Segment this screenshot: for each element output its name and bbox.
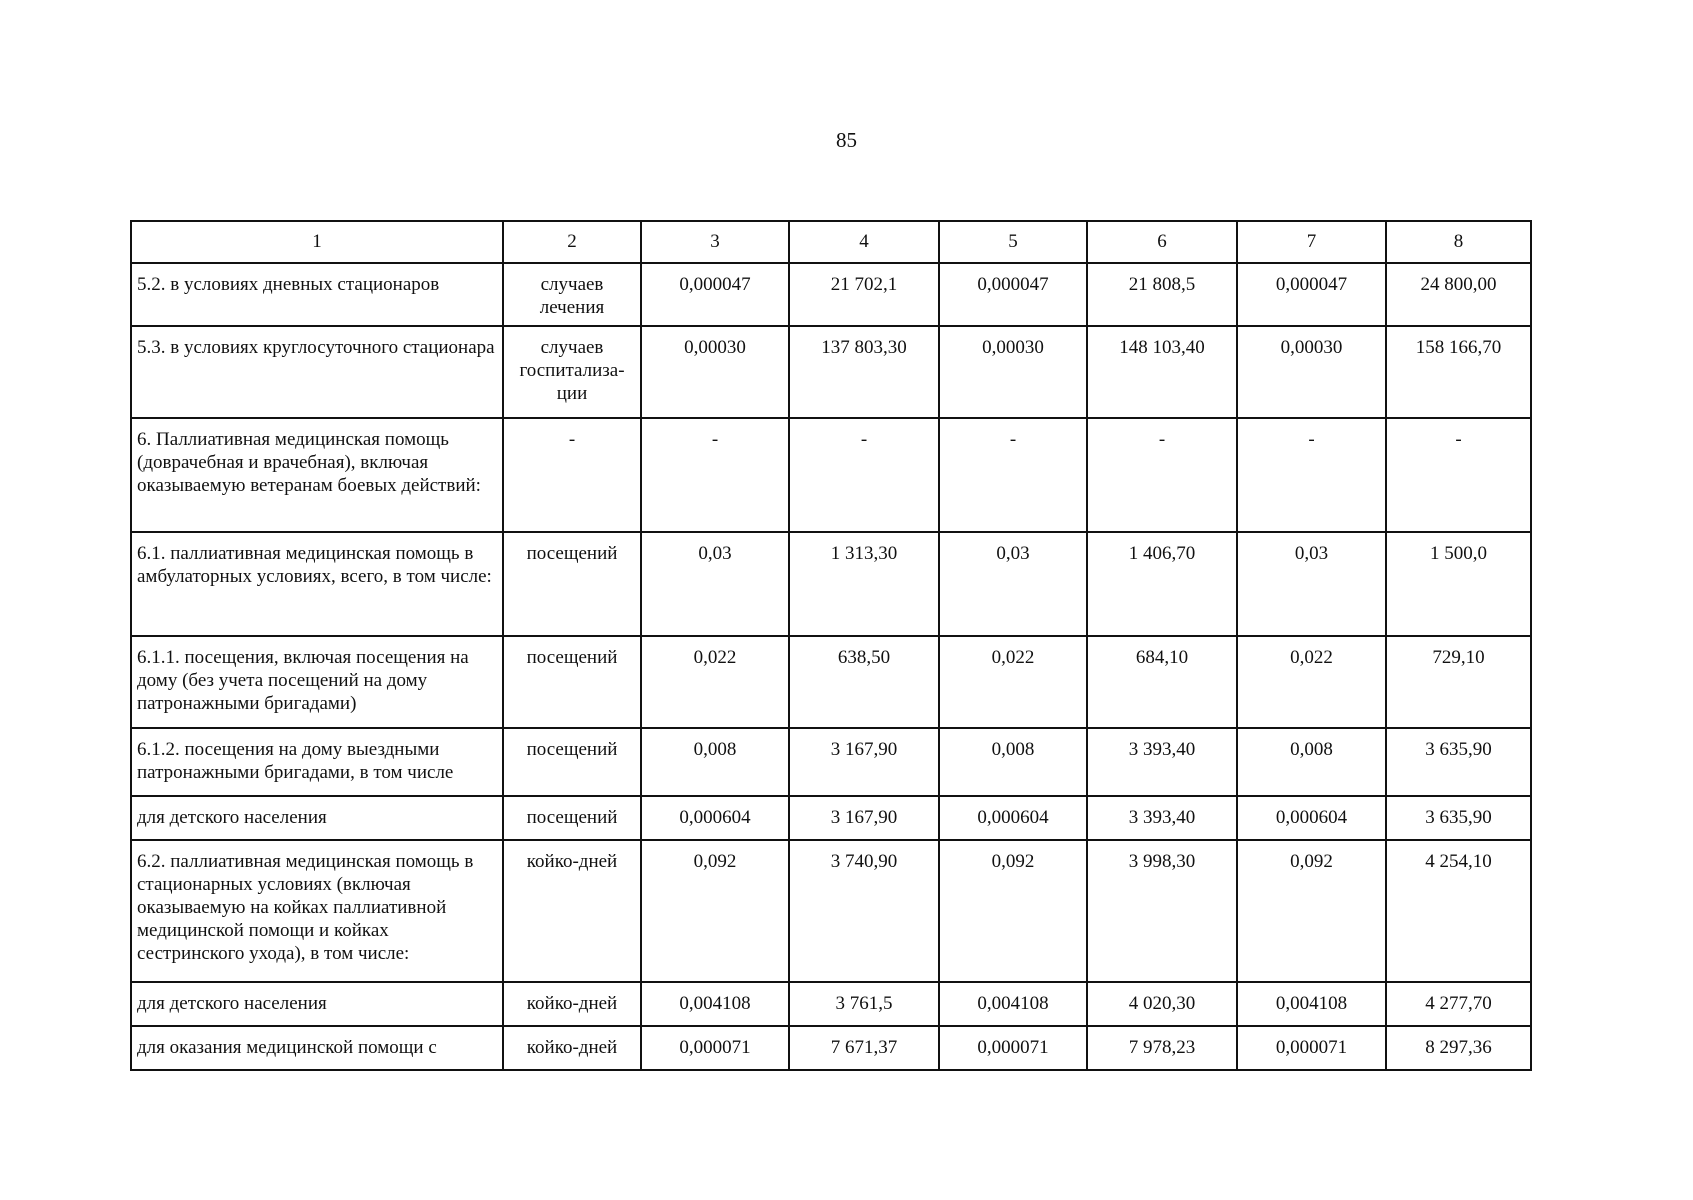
row-name-cell: 6.2. паллиативная медицинская помощь в стационарных условиях (включая оказываемую на койках паллиативной медицинской помощи и койках сестринского ухода), в том числе:: [131, 840, 503, 982]
value-cell: 8 297,36: [1386, 1026, 1531, 1070]
value-cell: 158 166,70: [1386, 326, 1531, 418]
value-cell: 0,008: [1237, 728, 1386, 796]
value-cell: -: [789, 418, 939, 532]
value-cell: 0,000047: [939, 263, 1087, 326]
row-name-cell: для детского населения: [131, 982, 503, 1026]
column-header: 2: [503, 221, 641, 263]
value-cell: 0,092: [641, 840, 789, 982]
table-row: [131, 326, 1531, 418]
value-cell: 3 998,30: [1087, 840, 1237, 982]
value-cell: 0,004108: [641, 982, 789, 1026]
value-cell: 0,000047: [641, 263, 789, 326]
value-cell: 0,000071: [939, 1026, 1087, 1070]
value-cell: 0,004108: [939, 982, 1087, 1026]
page-number: 85: [836, 128, 857, 152]
value-cell: 0,000071: [1237, 1026, 1386, 1070]
value-cell: 24 800,00: [1386, 263, 1531, 326]
value-cell: 0,000604: [1237, 796, 1386, 840]
unit-cell: посещений: [503, 532, 641, 636]
value-cell: 0,022: [1237, 636, 1386, 728]
unit-cell: посещений: [503, 636, 641, 728]
value-cell: 0,000604: [939, 796, 1087, 840]
header-row: [131, 221, 1531, 263]
column-header: 4: [789, 221, 939, 263]
value-cell: 148 103,40: [1087, 326, 1237, 418]
value-cell: -: [1386, 418, 1531, 532]
table-body: [131, 263, 1531, 1070]
tariff-table: [130, 220, 1532, 1071]
table-row: [131, 796, 1531, 840]
column-header: 6: [1087, 221, 1237, 263]
value-cell: 0,008: [939, 728, 1087, 796]
value-cell: 0,092: [1237, 840, 1386, 982]
row-name-cell: для оказания медицинской помощи с: [131, 1026, 503, 1070]
value-cell: 0,00030: [939, 326, 1087, 418]
unit-cell: случаев госпитализации: [503, 326, 641, 418]
value-cell: 21 702,1: [789, 263, 939, 326]
table-row: [131, 840, 1531, 982]
table-header: [131, 221, 1531, 263]
value-cell: 0,00030: [641, 326, 789, 418]
value-cell: 3 167,90: [789, 728, 939, 796]
row-name-cell: 5.2. в условиях дневных стационаров: [131, 263, 503, 326]
column-header: 8: [1386, 221, 1531, 263]
table-row: [131, 982, 1531, 1026]
unit-cell: койко-дней: [503, 1026, 641, 1070]
value-cell: 0,008: [641, 728, 789, 796]
value-cell: 0,004108: [1237, 982, 1386, 1026]
row-name-cell: 5.3. в условиях круглосуточного стационара: [131, 326, 503, 418]
value-cell: 1 500,0: [1386, 532, 1531, 636]
value-cell: 3 393,40: [1087, 796, 1237, 840]
value-cell: 729,10: [1386, 636, 1531, 728]
column-header: 5: [939, 221, 1087, 263]
table-row: [131, 1026, 1531, 1070]
value-cell: 7 978,23: [1087, 1026, 1237, 1070]
unit-cell: случаев лечения: [503, 263, 641, 326]
row-name-cell: 6. Паллиативная медицинская помощь (доврачебная и врачебная), включая оказываемую ветеранам боевых действий:: [131, 418, 503, 532]
row-name-cell: 6.1.1. посещения, включая посещения на дому (без учета посещений на дому патронажными бригадами): [131, 636, 503, 728]
table-row: [131, 263, 1531, 326]
table-row: [131, 532, 1531, 636]
row-name-cell: для детского населения: [131, 796, 503, 840]
value-cell: -: [641, 418, 789, 532]
value-cell: 0,022: [641, 636, 789, 728]
unit-cell: койко-дней: [503, 982, 641, 1026]
value-cell: 4 020,30: [1087, 982, 1237, 1026]
value-cell: 3 167,90: [789, 796, 939, 840]
table-row: [131, 418, 1531, 532]
value-cell: 0,000047: [1237, 263, 1386, 326]
table-row: [131, 728, 1531, 796]
value-cell: 0,000071: [641, 1026, 789, 1070]
row-name-cell: 6.1.2. посещения на дому выездными патронажными бригадами, в том числе: [131, 728, 503, 796]
value-cell: 0,092: [939, 840, 1087, 982]
value-cell: 21 808,5: [1087, 263, 1237, 326]
value-cell: 4 277,70: [1386, 982, 1531, 1026]
column-header: 1: [131, 221, 503, 263]
tariff-table-container: [130, 220, 1530, 1071]
value-cell: 7 671,37: [789, 1026, 939, 1070]
row-name-cell: 6.1. паллиативная медицинская помощь в амбулаторных условиях, всего, в том числе:: [131, 532, 503, 636]
unit-cell: койко-дней: [503, 840, 641, 982]
table-row: [131, 636, 1531, 728]
column-header: 3: [641, 221, 789, 263]
value-cell: 3 635,90: [1386, 796, 1531, 840]
value-cell: 0,03: [1237, 532, 1386, 636]
value-cell: -: [1237, 418, 1386, 532]
unit-cell: посещений: [503, 796, 641, 840]
value-cell: -: [939, 418, 1087, 532]
value-cell: 3 740,90: [789, 840, 939, 982]
value-cell: 3 761,5: [789, 982, 939, 1026]
value-cell: 0,03: [939, 532, 1087, 636]
value-cell: 0,000604: [641, 796, 789, 840]
value-cell: 1 406,70: [1087, 532, 1237, 636]
value-cell: 1 313,30: [789, 532, 939, 636]
value-cell: -: [1087, 418, 1237, 532]
value-cell: 0,00030: [1237, 326, 1386, 418]
unit-cell: -: [503, 418, 641, 532]
value-cell: 3 635,90: [1386, 728, 1531, 796]
value-cell: 0,03: [641, 532, 789, 636]
unit-cell: посещений: [503, 728, 641, 796]
value-cell: 684,10: [1087, 636, 1237, 728]
value-cell: 0,022: [939, 636, 1087, 728]
value-cell: 638,50: [789, 636, 939, 728]
value-cell: 3 393,40: [1087, 728, 1237, 796]
value-cell: 137 803,30: [789, 326, 939, 418]
value-cell: 4 254,10: [1386, 840, 1531, 982]
column-header: 7: [1237, 221, 1386, 263]
